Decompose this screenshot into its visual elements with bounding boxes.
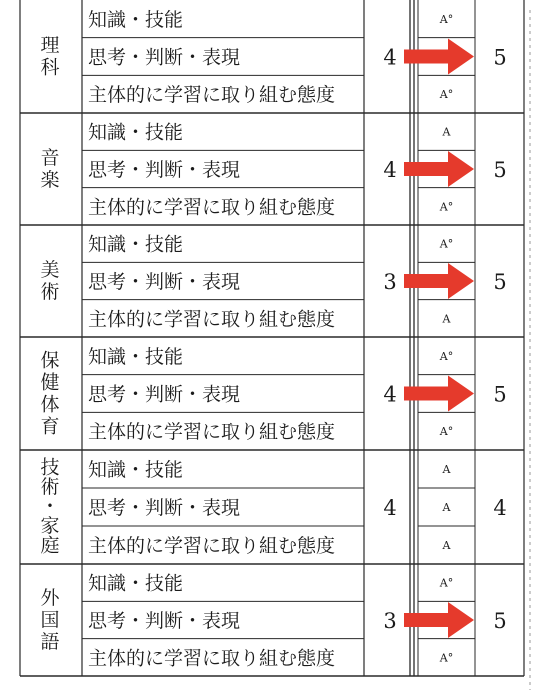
evaluation-mark: A: [442, 539, 451, 552]
subject-name-char: 技: [40, 456, 60, 479]
evaluation-mark: A°: [439, 651, 454, 665]
evaluation-mark: A: [442, 463, 451, 476]
criterion-label: 主体的に学習に取り組む態度: [88, 84, 336, 107]
grade-before: 3: [383, 270, 397, 294]
evaluation-mark: A: [442, 125, 451, 139]
evaluation-mark: A°: [439, 349, 454, 363]
subject-name-char: 外: [40, 587, 60, 610]
criterion-label: 思考・判断・表現: [88, 497, 241, 519]
subject-name-char: ・: [40, 495, 60, 518]
subject-name-char: 語: [40, 631, 60, 654]
grade-before: 4: [383, 382, 397, 407]
criterion-label: 思考・判断・表現: [88, 610, 241, 632]
criterion-label: 思考・判断・表現: [88, 46, 241, 69]
grade-before: 4: [383, 496, 397, 520]
criterion-label: 思考・判断・表現: [88, 383, 241, 406]
grade-after: 4: [493, 496, 507, 520]
criterion-label: 知識・技能: [88, 233, 184, 256]
grade-after: 5: [493, 158, 507, 182]
subject-name-char: 家: [40, 515, 60, 538]
criterion-label: 主体的に学習に取り組む態度: [88, 308, 336, 331]
grade-before: 4: [383, 45, 397, 70]
subject-name-char: 国: [40, 609, 60, 632]
grade-after: 5: [493, 382, 507, 407]
criterion-label: 思考・判断・表現: [88, 159, 241, 181]
subject-name-char: 美: [40, 259, 60, 282]
subject-name-char: 体: [40, 393, 60, 416]
subject-name-char: 術: [40, 475, 60, 498]
grade-after: 5: [493, 45, 507, 70]
grade-after: 5: [493, 609, 507, 633]
criterion-label: 思考・判断・表現: [88, 271, 241, 293]
subject-name-char: 科: [40, 56, 60, 79]
grade-before: 4: [383, 158, 397, 182]
criterion-label: 主体的に学習に取り組む態度: [88, 535, 336, 557]
criterion-label: 主体的に学習に取り組む態度: [88, 647, 336, 670]
subject-name-char: 理: [40, 34, 60, 57]
subject-name-char: 音: [40, 147, 60, 170]
criterion-label: 知識・技能: [88, 572, 184, 595]
evaluation-mark: A°: [439, 12, 454, 26]
evaluation-mark: A: [442, 501, 451, 514]
subject-name-char: 保: [40, 349, 60, 372]
criterion-label: 知識・技能: [88, 8, 184, 31]
evaluation-mark: A: [442, 312, 451, 326]
evaluation-mark: A°: [439, 200, 454, 214]
subject-name-char: 庭: [40, 534, 60, 557]
evaluation-mark: A°: [439, 88, 454, 102]
criterion-label: 知識・技能: [88, 459, 184, 481]
subject-name-char: 術: [40, 281, 60, 304]
evaluation-mark: A°: [439, 425, 454, 439]
subject-name-char: 楽: [40, 169, 60, 192]
criterion-label: 知識・技能: [88, 345, 184, 368]
evaluation-mark: A°: [439, 237, 454, 251]
subject-name-char: 育: [40, 415, 60, 438]
grade-after: 5: [493, 270, 507, 294]
subject-name-char: 健: [40, 371, 60, 394]
criterion-label: 主体的に学習に取り組む態度: [88, 196, 336, 219]
criterion-label: 主体的に学習に取り組む態度: [88, 421, 336, 444]
criterion-label: 知識・技能: [88, 121, 184, 144]
evaluation-mark: A°: [439, 576, 454, 590]
grade-before: 3: [383, 609, 397, 633]
